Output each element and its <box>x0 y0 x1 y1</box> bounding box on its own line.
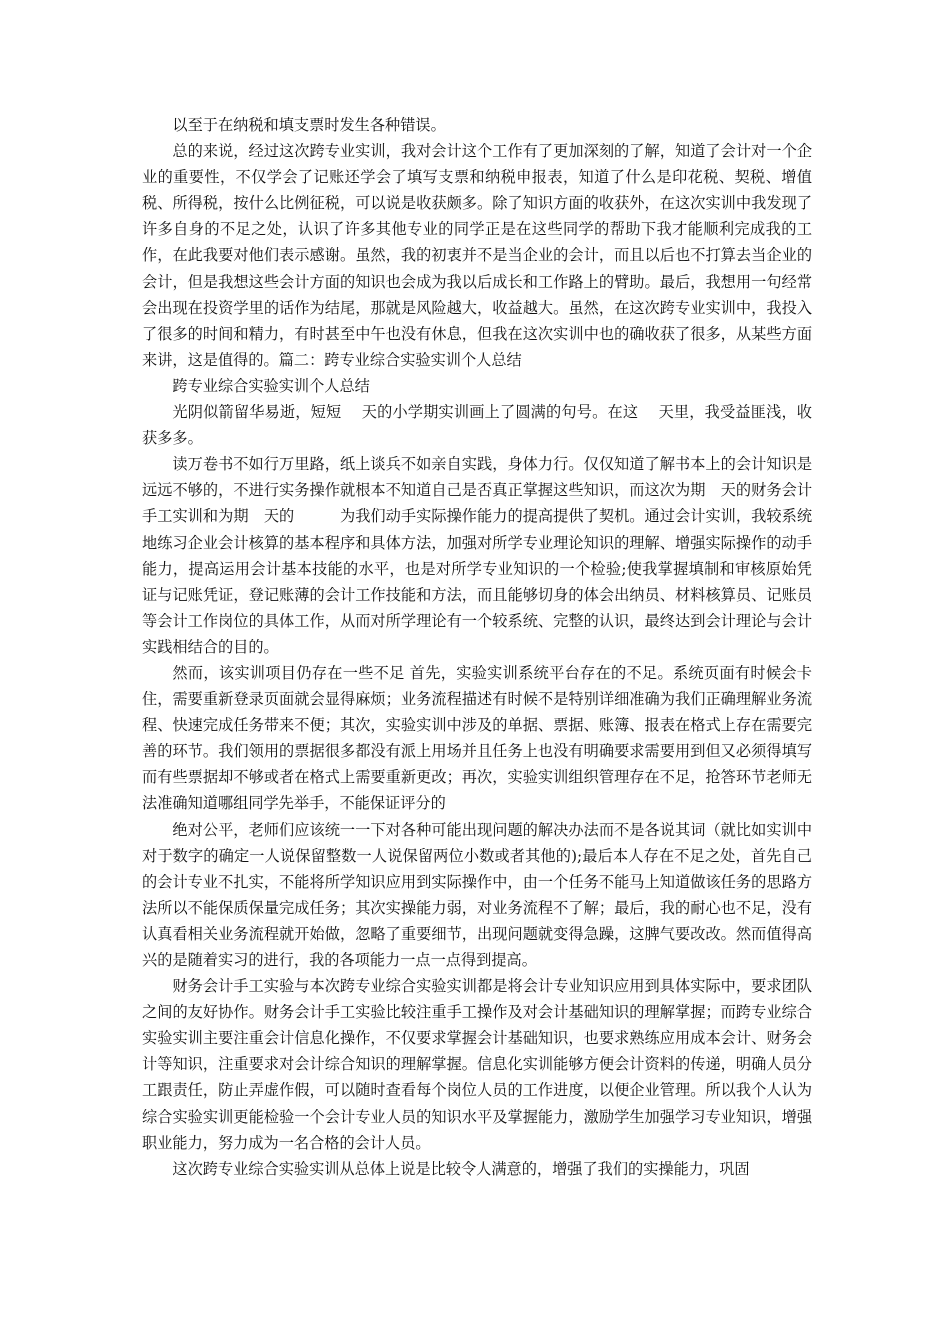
paragraph-6: 绝对公平，老师们应该统一一下对各种可能出现问题的解决办法而不是各说其词（就比如实训中对于数字的确定一人说保留整数一人说保留两位小数或者其他的);最后本人存在不足之处，首先自己的会计专业不扎实，不能将所学知识应用到实际操作中，由一个任务不能马上知道做该任务的思路方法所以不能保质保量完成任务；其次实操能力弱，对业务流程不了解；最后，我的耐心也不足，没有认真看相关业务流程就开始做，忽略了重要细节，出现问题就变得急躁，这脾气要改改。然而值得高兴的是随着实习的进行，我的各项能力一点一点得到提高。 <box>142 820 812 969</box>
paragraph-4: 读万卷书不如行万里路，纸上谈兵不如亲自实践，身体力行。仅仅知道了解书本上的会计知识是远远不够的，不进行实务操作就根本不知道自己是否真正掌握这些知识，而这次为期 天的财务会计手工实训和为期 天的 为我们动手实际操作能力的提高提供了契机。通过会计实训，我较系统地练习企业会计核算的基本程序和具体方法，加强对所学专业理论知识的理解、增强实际操作的动手能力，提高运用会计基本技能的水平，也是对所学专业知识的一个检验;使我掌握填制和审核原始凭证与记账凭证，登记账薄的会计工作技能和方法，而且能够切身的体会出纳员、材料核算员、记账员等会计工作岗位的具体工作，从而对所学理论有一个较系统、完整的认识，最终达到会计理论与会计实践相结合的目的。 <box>142 455 812 656</box>
paragraph-2: 总的来说，经过这次跨专业实训，我对会计这个工作有了更加深刻的了解，知道了会计对一个企业的重要性，不仅学会了记账还学会了填写支票和纳税申报表，知道了什么是印花税、契税、增值税、所得税，按什么比例征税，可以说是收获颇多。除了知识方面的收获外，在这次实训中我发现了许多自身的不足之处，认识了许多其他专业的同学正是在这些同学的帮助下我才能顺利完成我的工作，在此我要对他们表示感谢。虽然，我的初衷并不是当企业的会计，而且以后也不打算去当企业的会计，但是我想这些会计方面的知识也会成为我以后成长和工作路上的臂助。最后，我想用一句经常会出现在投资学里的话作为结尾，那就是风险越大，收益越大。虽然，在这次跨专业实训中，我投入了很多的时间和精力，有时甚至中午也没有休息，但我在这次实训中也的确收获了很多，从某些方面来讲，这是值得的。篇二：跨专业综合实验实训个人总结 <box>142 142 812 369</box>
paragraph-7: 财务会计手工实验与本次跨专业综合实验实训都是将会计专业知识应用到具体实际中，要求团队之间的友好协作。财务会计手工实验比较注重手工操作及对会计基础知识的理解掌握；而跨专业综合实验实训主要注重会计信息化操作，不仅要求掌握会计基础知识，也要求熟练应用成本会计、财务会计等知识，注重要求对会计综合知识的理解掌握。信息化实训能够方便会计资料的传递，明确人员分工跟责任，防止弄虚作假，可以随时查看每个岗位人员的工作进度，以便企业管理。所以我个人认为综合实验实训更能检验一个会计专业人员的知识水平及掌握能力，激励学生加强学习专业知识，增强职业能力，努力成为一名合格的会计人员。 <box>142 977 812 1152</box>
section-heading: 跨专业综合实验实训个人总结 <box>172 376 370 395</box>
paragraph-5: 然而，该实训项目仍存在一些不足 首先，实验实训系统平台存在的不足。系统页面有时候会卡住，需要重新登录页面就会显得麻烦；业务流程描述有时候不是特别详细准确为我们正确理解业务流程、快速完成任务带来不便；其次，实验实训中涉及的单据、票据、账簿、报表在格式上存在需要完善的环节。我们领用的票据很多都没有派上用场并且任务上也没有明确要求需要用到但又必须得填写而有些票据却不够或者在格式上需要重新更改；再次，实验实训组织管理存在不足，抢答环节老师无法准确知道哪组同学先举手，不能保证评分的 <box>142 663 812 813</box>
paragraph-1: 以至于在纳税和填支票时发生各种错误。 <box>172 116 446 134</box>
document-body <box>142 112 812 1182</box>
paragraph-3: 光阴似箭留华易逝，短短 天的小学期实训画上了圆满的句号。在这 天里，我受益匪浅，收获多多。 <box>142 403 812 448</box>
paragraph-8: 这次跨专业综合实验实训从总体上说是比较令人满意的，增强了我们的实操能力，巩固 <box>172 1159 750 1178</box>
